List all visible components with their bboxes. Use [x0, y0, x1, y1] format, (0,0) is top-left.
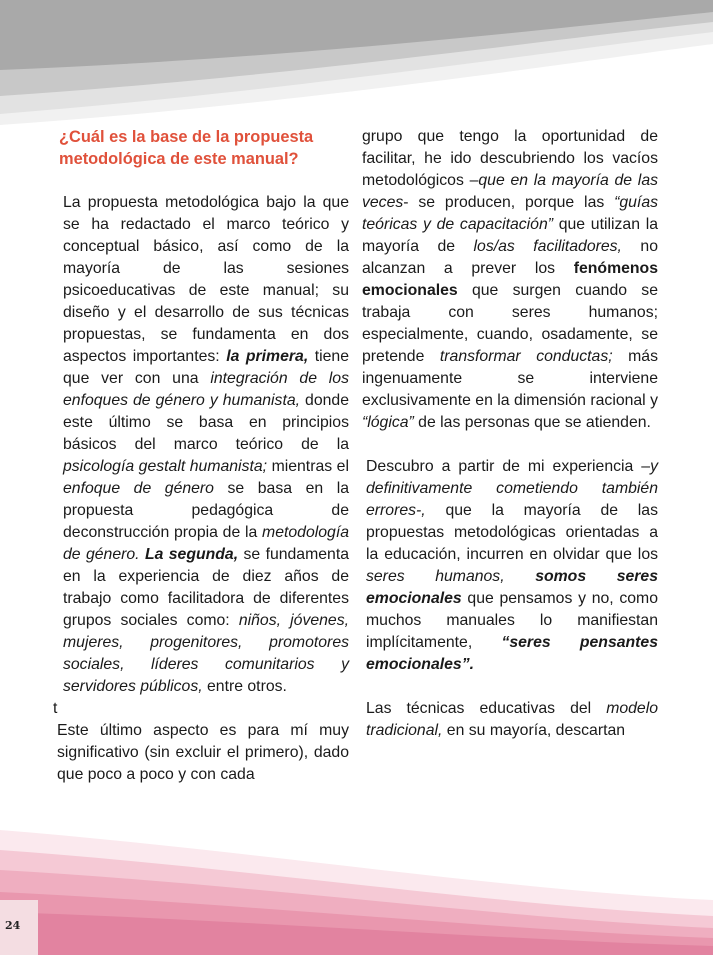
text-run: “lógica”	[362, 414, 414, 431]
text-run: “guías teóricas y de capacitación”	[362, 194, 658, 233]
text-run: se basa en la propuesta pedagógica de deconstrucción propia de la	[63, 480, 349, 541]
left-column	[53, 126, 349, 786]
text-run: niños, jóvenes, mujeres, progenitores, promotores sociales, líderes comunitarios y servidores públicos,	[63, 612, 349, 695]
text-run: se fundamenta en la experiencia de diez años de trabajo como facilitadora de diferentes grupos sociales como:	[63, 546, 349, 629]
text-run: grupo que tengo la oportunidad de facilitar, he ido descubriendo los vacíos metodológicos –	[362, 128, 658, 189]
text-run: fenómenos emocionales	[362, 260, 658, 299]
text-run: modelo tradicional,	[366, 700, 658, 739]
left-paragraph-2	[53, 720, 349, 786]
section-heading: ¿Cuál es la base de la propuesta metodológica de este manual?	[59, 128, 314, 168]
text-run: mientras el	[267, 458, 349, 475]
right-paragraph-2	[362, 456, 658, 676]
text-run: donde este último se basa en principios básicos del marco teórico de la	[63, 392, 349, 453]
text-run: y definitivamente cometiendo también errores-,	[366, 458, 658, 519]
text-run: entre otros.	[202, 678, 287, 695]
text-run: que en la mayoría de las veces	[362, 172, 658, 211]
left-paragraph-1	[53, 192, 349, 698]
right-column	[362, 126, 658, 742]
header-band	[0, 0, 713, 125]
stray-character: t	[53, 700, 58, 717]
text-run: Descubro a partir de mi experiencia –	[366, 458, 651, 475]
text-run: en su mayoría, descartan	[442, 722, 626, 739]
text-run: La segunda,	[144, 546, 239, 563]
text-run: Las técnicas educativas del	[366, 700, 607, 717]
text-run: los/as facilitadores,	[473, 238, 622, 255]
text-run: “seres pensantes emocionales”.	[366, 634, 658, 673]
text-run: que utilizan la mayoría de	[362, 216, 658, 255]
text-run: que pensamos y no, como muchos manuales lo manifiestan implícitamente,	[366, 590, 658, 651]
text-run: de las personas que se atienden.	[413, 414, 651, 431]
text-run: - se producen, porque las	[403, 194, 615, 211]
right-paragraph-1	[362, 126, 658, 434]
right-paragraph-3	[362, 698, 658, 742]
text-run: la primera,	[226, 348, 309, 365]
footer-band	[0, 820, 713, 955]
text-run: seres humanos,	[366, 568, 505, 585]
text-run: somos seres emocionales	[366, 568, 658, 607]
text-run	[505, 568, 536, 585]
text-run: psicología gestalt humanista;	[63, 458, 268, 475]
text-run: integración de los enfoques de género y humanista,	[63, 370, 349, 409]
page-number: 24	[5, 919, 21, 932]
text-run: La propuesta metodológica bajo la que se ha redactado el marco teórico y conceptual básico, así como de la mayoría de las sesiones psicoeducativas de este manual; su diseño y el desarrollo de sus técnicas propuestas, se fundamenta en dos aspectos importantes:	[63, 194, 349, 365]
text-run: no alcanzan a prever los	[362, 238, 658, 277]
text-run: que surgen cuando se trabaja con seres humanos; especialmente, cuando, osadamente, se pretende	[362, 282, 658, 365]
text-run: enfoque de género	[63, 480, 214, 497]
text-run: tiene que ver con una	[63, 348, 349, 387]
text-run: más ingenuamente se interviene exclusivamente en la dimensión racional y	[362, 348, 658, 409]
text-run: que la mayoría de las propuestas metodológicas orientadas a la educación, incurren en olvidar que los	[366, 502, 658, 563]
text-run: Este último aspecto es para mí muy significativo (sin excluir el primero), dado que poco a poco y con cada	[57, 722, 349, 783]
text-run: metodología de género.	[63, 524, 349, 563]
text-run: transformar conductas;	[439, 348, 613, 365]
